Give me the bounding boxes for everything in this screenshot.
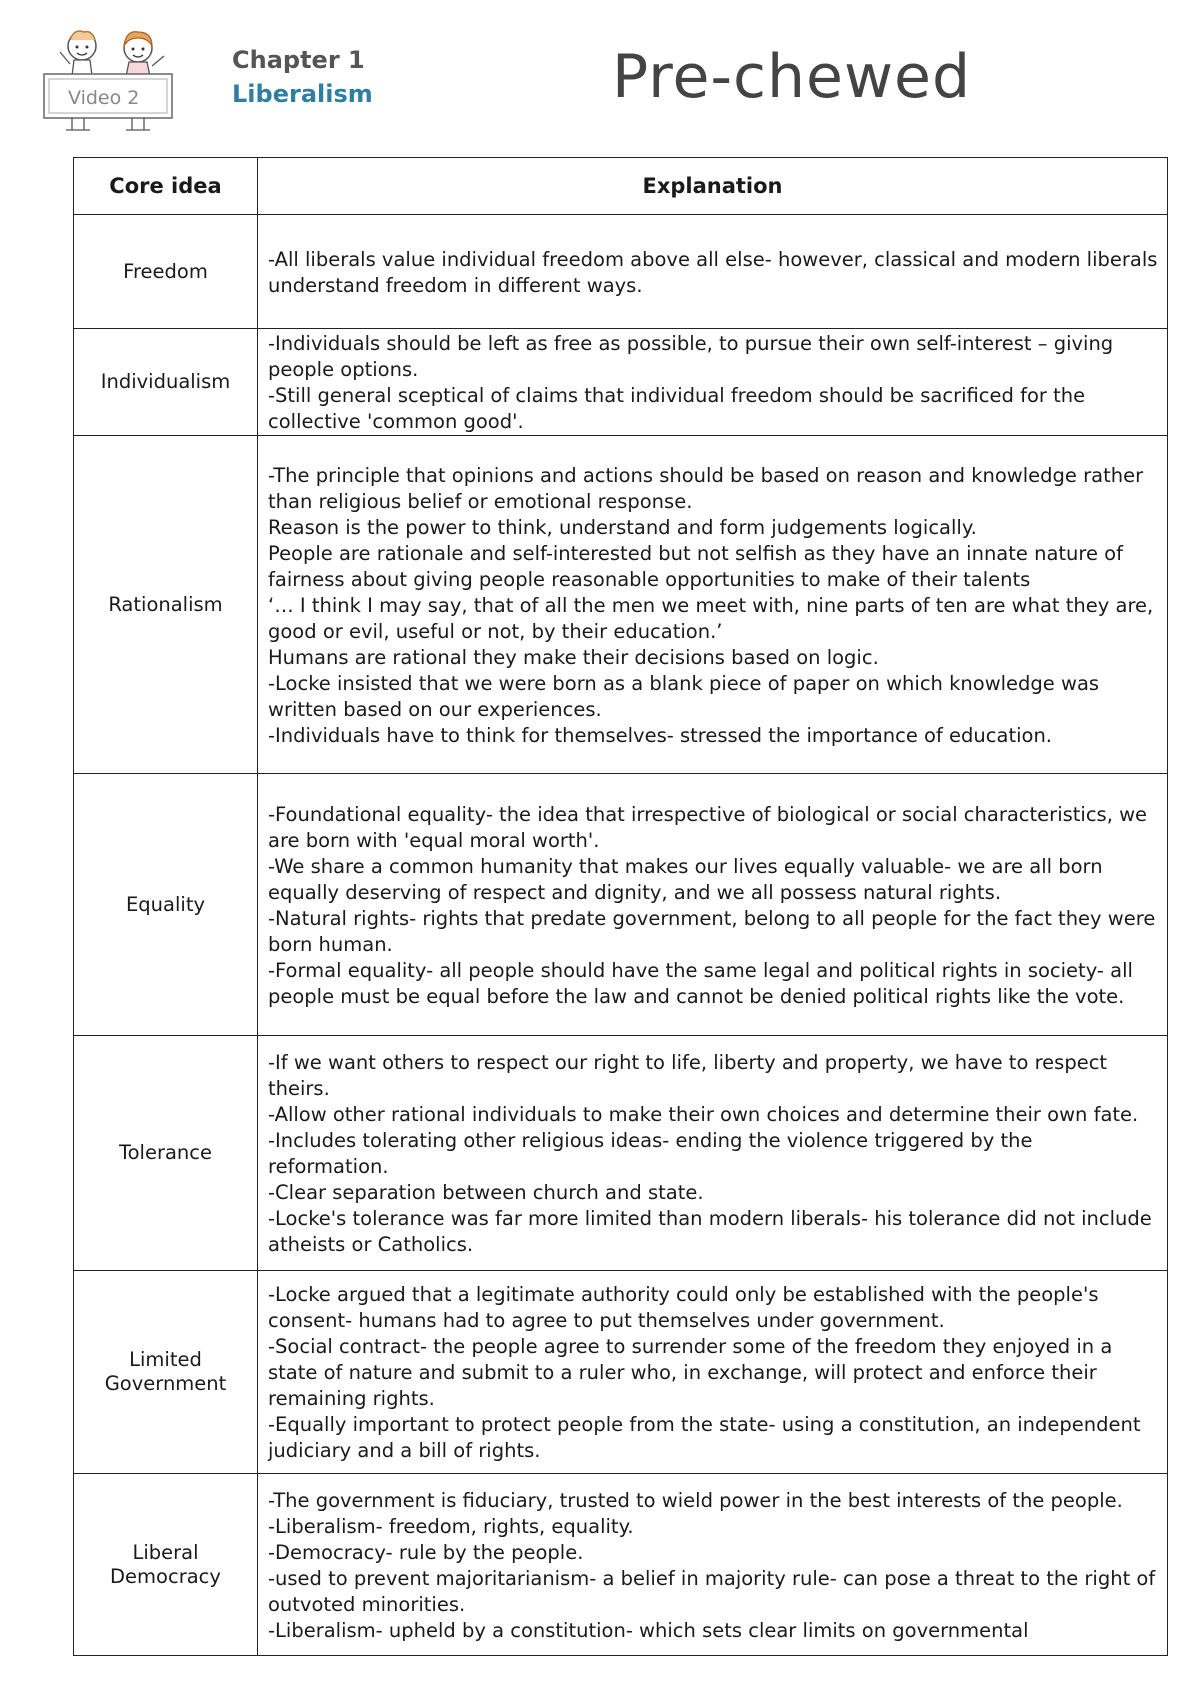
explanation-line: -Democracy- rule by the people. xyxy=(268,1540,584,1564)
table-header-row xyxy=(74,158,1168,215)
core-idea-cell: Liberal Democracy xyxy=(74,1474,258,1656)
explanation-line: -Natural rights- rights that predate government, belong to all people for the fact they were born human. xyxy=(268,906,1156,956)
explanation-line: -Clear separation between church and state. xyxy=(268,1181,704,1204)
explanation-line: -Individuals have to think for themselves- stressed the importance of education. xyxy=(268,723,1053,747)
explanation-cell xyxy=(258,1036,1168,1271)
explanation-cell xyxy=(258,1474,1168,1656)
cartoon-kids-logo xyxy=(40,18,190,138)
explanation-line: -Formal equality- all people should have the same legal and political rights in society- all people must be equal before the law and cannot be denied political rights like the vote. xyxy=(268,958,1133,1008)
header-core-idea: Core idea xyxy=(74,158,258,215)
explanation-line: -The government is fiduciary, trusted to wield power in the best interests of the people. xyxy=(268,1488,1123,1512)
table-row-individualism xyxy=(74,329,1168,436)
explanation-line: -Liberalism- freedom, rights, equality. xyxy=(268,1514,634,1538)
core-idea-cell: Rationalism xyxy=(74,436,258,774)
explanation-line: -Includes tolerating other religious ideas- ending the violence triggered by the reformation. xyxy=(268,1129,1033,1178)
table-row-limited-government xyxy=(74,1271,1168,1474)
explanation-line: Humans are rational they make their decisions based on logic. xyxy=(268,645,879,669)
table-row-tolerance xyxy=(74,1036,1168,1271)
explanation-line: -Locke argued that a legitimate authority could only be established with the people's consent- humans had to agree to put themselves under government. xyxy=(268,1283,1099,1332)
explanation-cell xyxy=(258,1271,1168,1474)
core-idea-cell: Equality xyxy=(74,774,258,1036)
explanation-line: -Social contract- the people agree to surrender some of the freedom they enjoyed in a state of nature and submit to a ruler who, in exchange, will protect and enforce their remaining rights. xyxy=(268,1335,1113,1410)
explanation-line: -If we want others to respect our right to life, liberty and property, we have to respect theirs. xyxy=(268,1051,1108,1100)
core-idea-cell: Limited Government xyxy=(74,1271,258,1474)
table-row-liberal-democracy xyxy=(74,1474,1168,1656)
explanation-line: -Foundational equality- the idea that irrespective of biological or social characteristics, we are born with 'equal moral worth'. xyxy=(268,802,1148,852)
explanation-cell xyxy=(258,329,1168,436)
table-row-equality xyxy=(74,774,1168,1036)
explanation-line: -used to prevent majoritarianism- a belief in majority rule- can pose a threat to the right of outvoted minorities. xyxy=(268,1566,1156,1616)
explanation-cell xyxy=(258,215,1168,329)
logo-label: Video 2 xyxy=(68,87,140,109)
explanation-line: -Still general sceptical of claims that individual freedom should be sacrificed for the collective 'common good'. xyxy=(268,384,1086,433)
core-idea-cell: Tolerance xyxy=(74,1036,258,1271)
explanation-line: -The principle that opinions and actions should be based on reason and knowledge rather than religious belief or emotional response. xyxy=(268,463,1144,513)
core-idea-cell: Freedom xyxy=(74,215,258,329)
explanation-line: -Allow other rational individuals to make their own choices and determine their own fate. xyxy=(268,1103,1139,1126)
explanation-line: -Locke insisted that we were born as a blank piece of paper on which knowledge was written based on our experiences. xyxy=(268,671,1100,721)
chapter-topic: Liberalism xyxy=(232,80,373,108)
table-row-freedom xyxy=(74,215,1168,329)
explanation-line: -Individuals should be left as free as possible, to pursue their own self-interest – giving people options. xyxy=(268,332,1114,381)
chapter-number: Chapter 1 xyxy=(232,46,365,74)
explanation-line: -Equally important to protect people from the state- using a constitution, an independent judiciary and a bill of rights. xyxy=(268,1413,1141,1462)
explanation-line: People are rationale and self-interested but not selfish as they have an innate nature of fairness about giving people reasonable opportunities to make of their talents xyxy=(268,541,1123,591)
core-idea-cell: Individualism xyxy=(74,329,258,436)
explanation-line: -Liberalism- upheld by a constitution- which sets clear limits on governmental xyxy=(268,1618,1029,1642)
explanation-cell xyxy=(258,774,1168,1036)
header-explanation: Explanation xyxy=(258,158,1168,215)
explanation-line: ‘… I think I may say, that of all the men we meet with, nine parts of ten are what they are, good or evil, useful or not, by their education.’ xyxy=(268,593,1154,643)
table-row-rationalism xyxy=(74,436,1168,774)
explanation-cell xyxy=(258,436,1168,774)
explanation-line: Reason is the power to think, understand and form judgements logically. xyxy=(268,515,977,539)
explanation-line: -We share a common humanity that makes our lives equally valuable- we are all born equally deserving of respect and dignity, and we all possess natural rights. xyxy=(268,854,1103,904)
explanation-line: -Locke's tolerance was far more limited than modern liberals- his tolerance did not include atheists or Catholics. xyxy=(268,1207,1152,1256)
explanation-line: -All liberals value individual freedom above all else- however, classical and modern liberals understand freedom in different ways. xyxy=(268,247,1158,297)
core-ideas-table xyxy=(73,157,1168,1656)
page-title: Pre-chewed xyxy=(612,42,972,112)
